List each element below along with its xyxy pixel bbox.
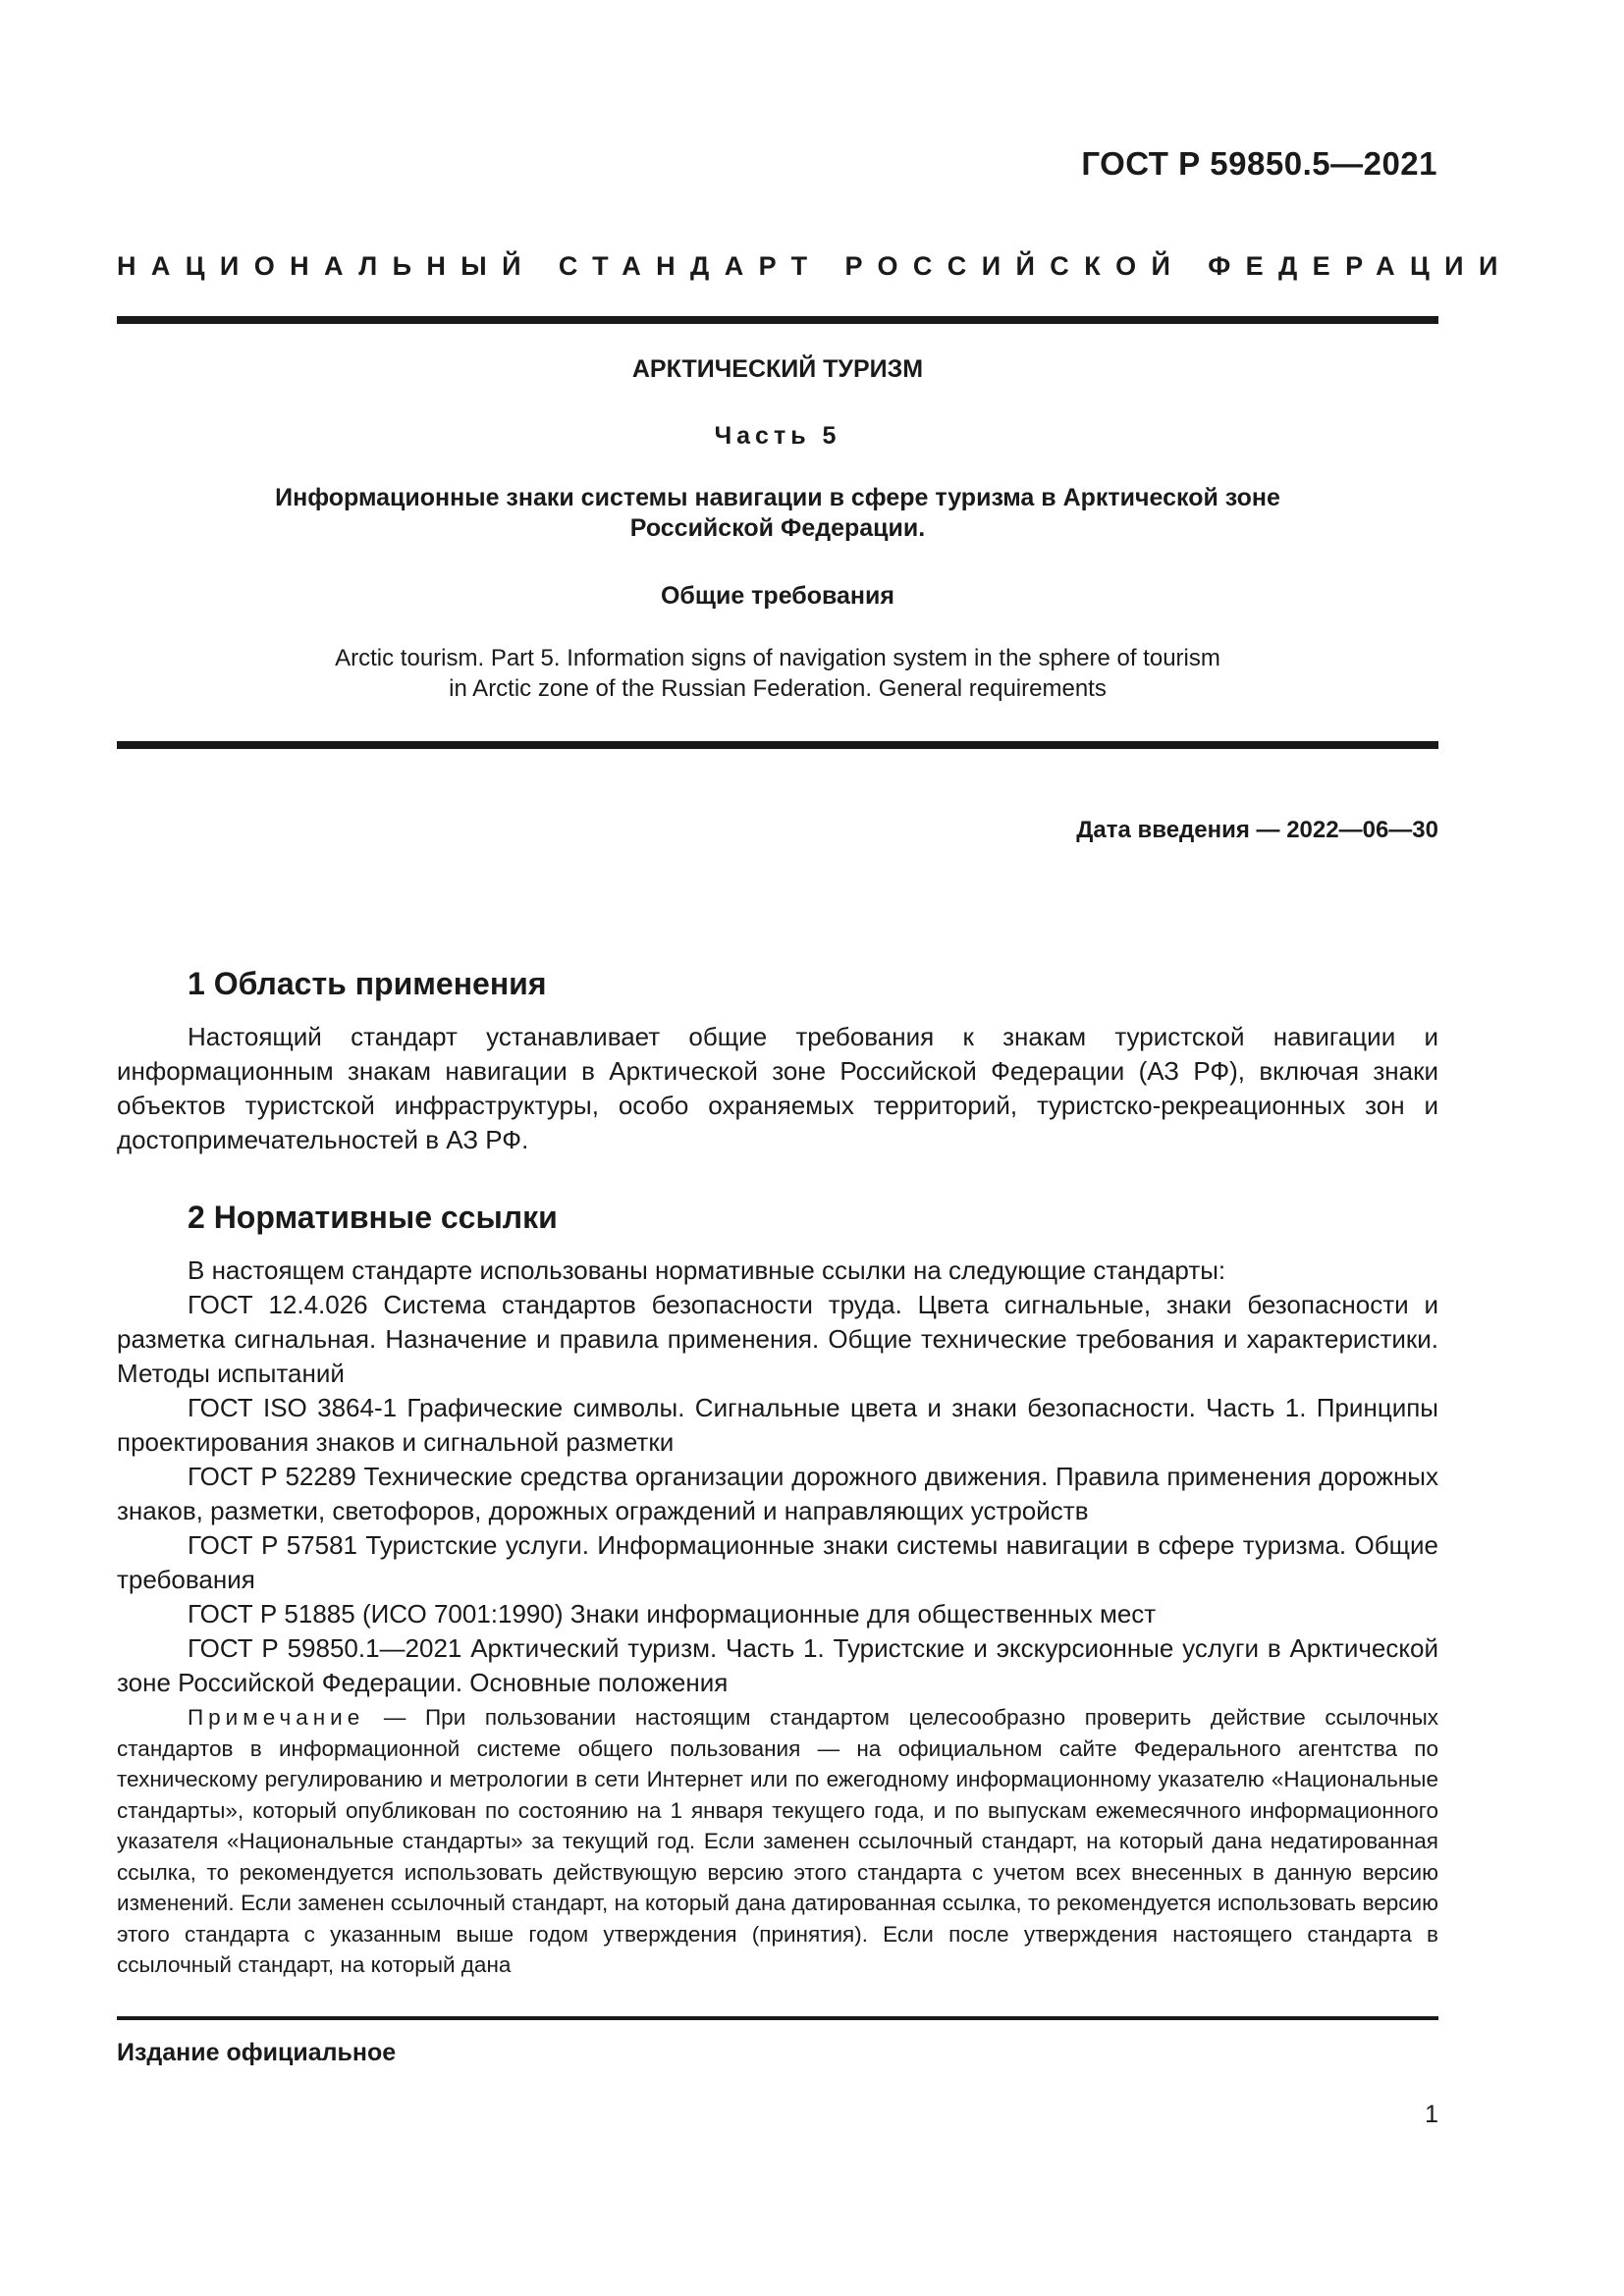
top-divider	[117, 316, 1438, 324]
standard-code: ГОСТ Р 59850.5—2021	[1081, 145, 1437, 182]
english-title	[117, 643, 1438, 704]
subtitle-line-2: Российской Федерации.	[629, 514, 926, 542]
section-1-heading: 1 Область применения	[188, 966, 547, 1001]
subtitle-line-1: Информационные знаки системы навигации в сфере туризма в Арктической зоне	[275, 484, 1280, 511]
title-divider	[117, 741, 1438, 749]
english-title-line-1: Arctic tourism. Part 5. Information signs of navigation system in the sphere of tourism	[335, 645, 1220, 671]
reference-item: ГОСТ Р 59850.1—2021 Арктический туризм. Часть 1. Туристские и экскурсионные услуги в Арктической зоне Российской Федерации. Основные положения	[117, 1633, 1438, 1697]
reference-item: ГОСТ Р 51885 (ИСО 7001:1990) Знаки информационные для общественных мест	[188, 1599, 1157, 1629]
part-label: Часть 5	[714, 422, 841, 450]
page-number: 1	[1425, 2101, 1438, 2128]
reference-item: ГОСТ Р 57581 Туристские услуги. Информационные знаки системы навигации в сфере туризма. Общие требования	[117, 1530, 1438, 1594]
official-edition-label: Издание официальное	[117, 2039, 397, 2066]
reference-item: ГОСТ 12.4.026 Система стандартов безопасности труда. Цвета сигнальные, знаки безопасности и разметка сигнальная. Назначение и правила применения. Общие технические требования и характеристики. Методы испытаний	[117, 1290, 1438, 1388]
section-1-body	[117, 1020, 1438, 1157]
english-title-line-2: in Arctic zone of the Russian Federation. General requirements	[449, 675, 1107, 702]
document-title: АРКТИЧЕСКИЙ ТУРИЗМ	[631, 355, 924, 383]
reference-item: ГОСТ ISO 3864-1 Графические символы. Сигнальные цвета и знаки безопасности. Часть 1. Принципы проектирования знаков и сигнальной разметки	[117, 1393, 1438, 1457]
footer-divider	[117, 2016, 1438, 2020]
section-1-paragraph: Настоящий стандарт устанавливает общие требования к знакам туристской навигации и информационным знакам навигации в Арктической зоне Российской Федерации (АЗ РФ), включая знаки объектов туристской инфраструктуры, особо охраняемых территорий, туристско-рекреационных зон и достопримечательностей в АЗ РФ.	[117, 1022, 1438, 1154]
section-2-heading: 2 Нормативные ссылки	[188, 1200, 558, 1235]
national-standard-banner: НАЦИОНАЛЬНЫЙ СТАНДАРТ РОССИЙСКОЙ ФЕДЕРАЦИИ	[117, 251, 1513, 281]
introduction-date: Дата введения — 2022—06—30	[1076, 817, 1438, 843]
section-2-body	[117, 1254, 1438, 1700]
reference-note	[117, 1702, 1438, 1981]
note-text: — При пользовании настоящим стандартом целесообразно проверить действие ссылочных стандартов в информационной системе общего пользования — на официальном сайте Федерального агентства по техническому регулированию и метрологии в сети Интернет или по ежегодному информационному указателю «Национальные стандарты», который опубликован по состоянию на 1 января текущего года, и по выпускам ежемесячного информационного указателя «Национальные стандарты» за текущий год. Если заменен ссылочный стандарт, на который дана недатированная ссылка, то рекомендуется использовать действующую версию этого стандарта с учетом всех внесенных в данную версию изменений. Если заменен ссылочный стандарт, на который дана датированная ссылка, то рекомендуется использовать версию этого стандарта с указанным выше годом утверждения (принятия). Если после утверждения настоящего стандарта в ссылочный стандарт, на который дана	[117, 1705, 1438, 1977]
reference-item: ГОСТ Р 52289 Технические средства организации дорожного движения. Правила применения дорожных знаков, разметки, светофоров, дорожных ограждений и направляющих устройств	[117, 1462, 1438, 1525]
note-label: Примечание	[188, 1705, 365, 1730]
requirements-title: Общие требования	[660, 582, 894, 610]
references-intro: В настоящем стандарте использованы нормативные ссылки на следующие стандарты:	[188, 1255, 1226, 1285]
document-subtitle	[117, 483, 1438, 544]
